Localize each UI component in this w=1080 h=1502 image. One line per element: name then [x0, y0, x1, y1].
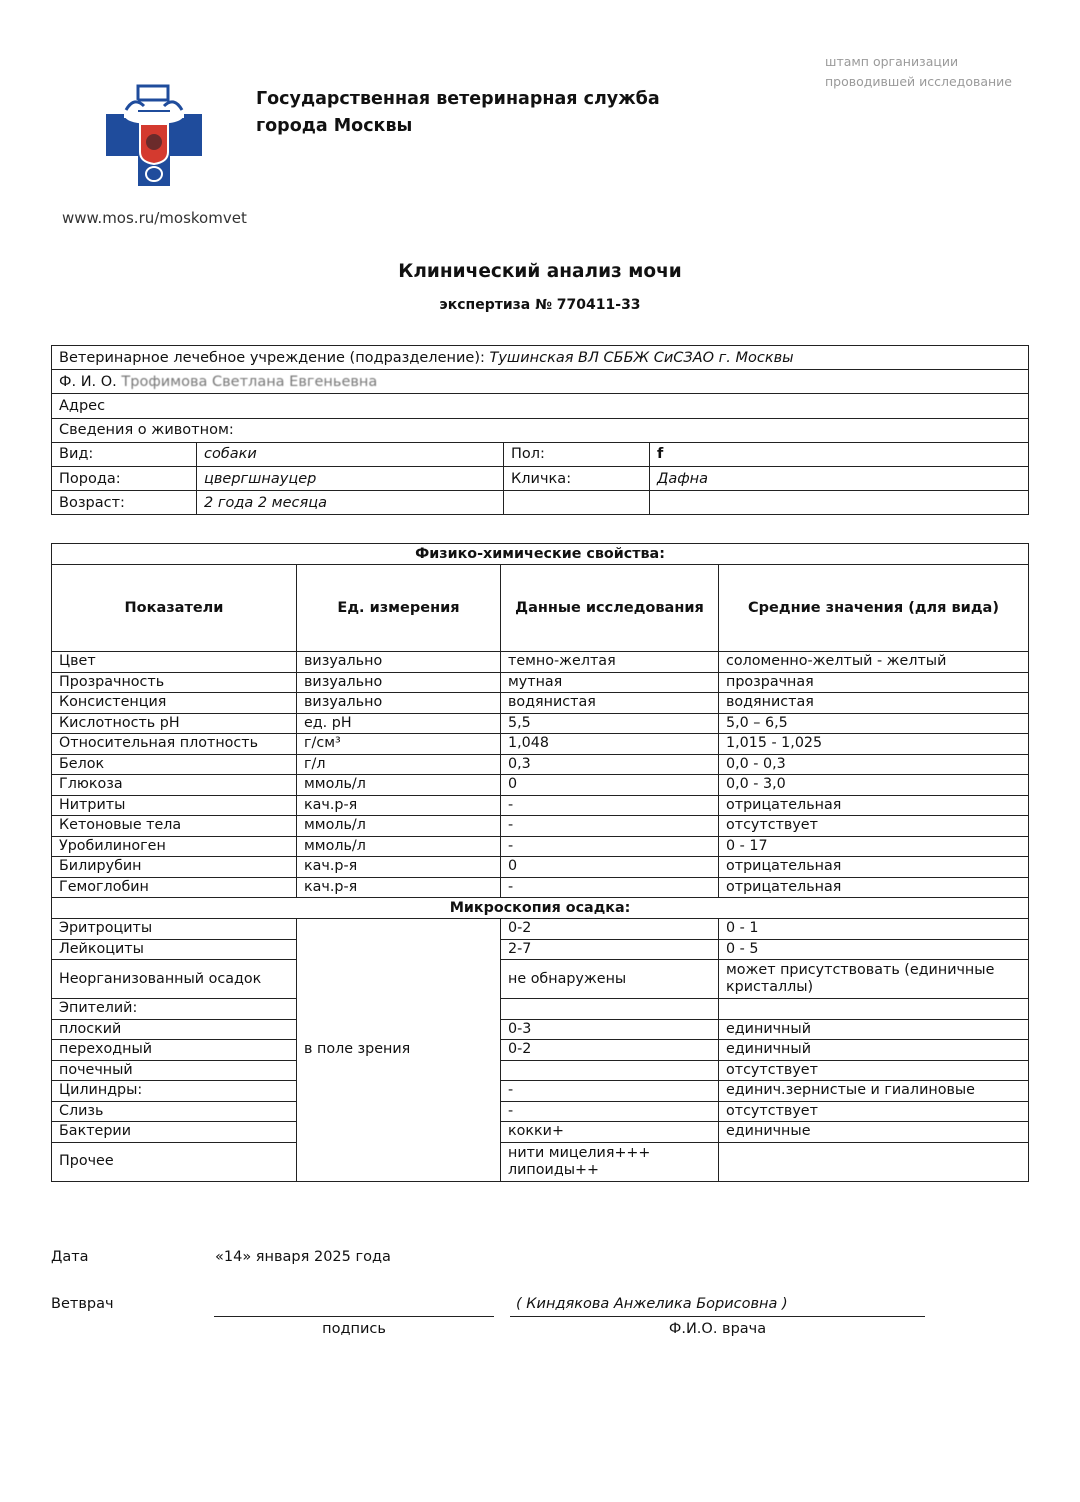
- cell-result: [501, 1142, 719, 1181]
- cell-indicator: Билирубин: [52, 857, 297, 878]
- column-header: Средние значения (для вида): [719, 565, 1029, 652]
- cell-indicator: Слизь: [52, 1101, 297, 1122]
- cell-indicator: Эпителий:: [52, 999, 297, 1020]
- cell-reference: единичный: [719, 1019, 1029, 1040]
- patient-info-table: [51, 345, 1029, 515]
- cell-result: темно-желтая: [501, 652, 719, 673]
- cell-result: водянистая: [501, 693, 719, 714]
- cell-indicator: Относительная плотность: [52, 734, 297, 755]
- cell-reference: единичный: [719, 1040, 1029, 1061]
- cell-indicator: Консистенция: [52, 693, 297, 714]
- cell-reference: отсутствует: [719, 816, 1029, 837]
- cell-unit: визуально: [297, 693, 501, 714]
- physchem-row: [52, 693, 1029, 714]
- date-value: «14» января 2025 года: [215, 1249, 391, 1265]
- stamp-line-1: штамп организации: [825, 54, 959, 69]
- cell-result: [501, 1060, 719, 1081]
- cell-reference: отрицательная: [719, 857, 1029, 878]
- address-label: Адрес: [59, 397, 106, 414]
- physchem-row: [52, 816, 1029, 837]
- species-label: Вид:: [52, 442, 197, 466]
- date-label: Дата: [51, 1249, 89, 1265]
- cell-result: -: [501, 836, 719, 857]
- org-line-1: Государственная ветеринарная служба: [256, 89, 660, 109]
- signature-caption: подпись: [322, 1321, 386, 1337]
- cell-indicator: Глюкоза: [52, 775, 297, 796]
- physchem-row: [52, 775, 1029, 796]
- microscopy-row: [52, 1101, 1029, 1122]
- signature-line: [214, 1316, 494, 1317]
- microscopy-row: [52, 960, 1029, 999]
- expertise-number: экспертиза № 770411-33: [439, 297, 641, 313]
- owner-row: [52, 370, 1029, 394]
- urinalysis-results-table: [51, 543, 1029, 1182]
- cell-reference: прозрачная: [719, 672, 1029, 693]
- column-header: Данные исследования: [501, 565, 719, 652]
- cell-reference: 0,0 - 0,3: [719, 754, 1029, 775]
- cell-indicator: переходный: [52, 1040, 297, 1061]
- cell-reference: 0 - 17: [719, 836, 1029, 857]
- cell-reference: 5,0 – 6,5: [719, 713, 1029, 734]
- cell-unit: кач.р-я: [297, 877, 501, 898]
- cell-reference: соломенно-желтый - желтый: [719, 652, 1029, 673]
- moscow-vet-emblem-icon: [104, 84, 204, 188]
- cell-indicator: Уробилиноген: [52, 836, 297, 857]
- cell-result: 0-3: [501, 1019, 719, 1040]
- cell-result: 0,3: [501, 754, 719, 775]
- cell-indicator: Кислотность pH: [52, 713, 297, 734]
- cell-result: [501, 999, 719, 1020]
- stamp-line-2: проводившей исследование: [825, 74, 1012, 89]
- physchem-row: [52, 754, 1029, 775]
- cell-reference: единичные: [719, 1122, 1029, 1143]
- physchem-row: [52, 857, 1029, 878]
- cell-result: 0: [501, 857, 719, 878]
- microscopy-row: [52, 1122, 1029, 1143]
- cell-reference: единич.зернистые и гиалиновые: [719, 1081, 1029, 1102]
- cell-indicator: Цвет: [52, 652, 297, 673]
- cell-reference: отрицательная: [719, 795, 1029, 816]
- physchem-row: [52, 672, 1029, 693]
- cell-indicator: плоский: [52, 1019, 297, 1040]
- microscopy-row: [52, 939, 1029, 960]
- cell-result: 5,5: [501, 713, 719, 734]
- cell-result: -: [501, 795, 719, 816]
- cell-reference: [719, 1142, 1029, 1181]
- cell-result: 0-2: [501, 919, 719, 940]
- cell-unit: г/л: [297, 754, 501, 775]
- cell-reference: отрицательная: [719, 877, 1029, 898]
- cell-indicator: Цилиндры:: [52, 1081, 297, 1102]
- cell-indicator: Прозрачность: [52, 672, 297, 693]
- cell-reference: водянистая: [719, 693, 1029, 714]
- organization-name: [256, 86, 660, 140]
- cell-indicator: Бактерии: [52, 1122, 297, 1143]
- column-header: Ед. измерения: [297, 565, 501, 652]
- doctor-name-caption: Ф.И.О. врача: [668, 1321, 767, 1337]
- cell-result: 1,048: [501, 734, 719, 755]
- stamp-placeholder: [825, 52, 1012, 92]
- microscopy-row: [52, 999, 1029, 1020]
- cell-reference: может присутствовать (единичные кристаллы): [719, 960, 1029, 999]
- physchem-section-row: [52, 544, 1029, 565]
- cell-unit: ммоль/л: [297, 816, 501, 837]
- physchem-row: [52, 734, 1029, 755]
- microscopy-row: [52, 1060, 1029, 1081]
- cell-reference: отсутствует: [719, 1060, 1029, 1081]
- breed-label: Порода:: [52, 466, 197, 490]
- cell-unit: г/см³: [297, 734, 501, 755]
- species-value: собаки: [197, 442, 504, 466]
- sex-label: Пол:: [504, 442, 650, 466]
- microscopy-row: [52, 1040, 1029, 1061]
- microscopy-row: [52, 1081, 1029, 1102]
- cell-indicator: Прочее: [52, 1142, 297, 1181]
- physchem-row: [52, 795, 1029, 816]
- cell-unit: кач.р-я: [297, 857, 501, 878]
- document-title: Клинический анализ мочи: [398, 261, 682, 282]
- cell-unit: ммоль/л: [297, 836, 501, 857]
- other-line-1: нити мицелия+++: [508, 1144, 651, 1161]
- cell-reference: 1,015 - 1,025: [719, 734, 1029, 755]
- cell-result: -: [501, 816, 719, 837]
- cell-unit: визуально: [297, 672, 501, 693]
- cell-indicator: почечный: [52, 1060, 297, 1081]
- cell-unit: кач.р-я: [297, 795, 501, 816]
- microscopy-row: [52, 1019, 1029, 1040]
- address-row: [52, 394, 1029, 418]
- other-line-2: липоиды++: [508, 1161, 599, 1178]
- microscopy-section-row: [52, 898, 1029, 919]
- cell-unit: в поле зрения: [297, 919, 501, 1182]
- clinic-label: Ветеринарное лечебное учреждение (подразделение):: [59, 349, 485, 366]
- cell-unit: ед. pH: [297, 713, 501, 734]
- cell-indicator: Белок: [52, 754, 297, 775]
- cell-result: -: [501, 1081, 719, 1102]
- cell-indicator: Кетоновые тела: [52, 816, 297, 837]
- cell-result: -: [501, 1101, 719, 1122]
- doctor-name-line: [510, 1316, 925, 1317]
- cell-reference: [719, 999, 1029, 1020]
- owner-value: Трофимова Светлана Евгеньевна: [121, 373, 378, 390]
- clinic-row: [52, 346, 1029, 370]
- physchem-row: [52, 652, 1029, 673]
- cell-result: 0: [501, 775, 719, 796]
- cell-result: кокки+: [501, 1122, 719, 1143]
- owner-label: Ф. И. О.: [59, 373, 117, 390]
- sex-value: f: [650, 442, 1029, 466]
- table-header-row: [52, 565, 1029, 652]
- physchem-row: [52, 836, 1029, 857]
- microscopy-section-title: Микроскопия осадка:: [52, 898, 1029, 919]
- org-line-2: города Москвы: [256, 116, 413, 136]
- microscopy-row: [52, 1142, 1029, 1181]
- cell-result: 2-7: [501, 939, 719, 960]
- column-header: Показатели: [52, 565, 297, 652]
- clinic-value: Тушинская ВЛ СББЖ СиСЗАО г. Москвы: [489, 349, 794, 366]
- physchem-row: [52, 713, 1029, 734]
- pet-name-value: Дафна: [650, 466, 1029, 490]
- species-row: [52, 442, 1029, 466]
- cell-result: мутная: [501, 672, 719, 693]
- cell-unit: ммоль/л: [297, 775, 501, 796]
- cell-indicator: Лейкоциты: [52, 939, 297, 960]
- cell-reference: 0,0 - 3,0: [719, 775, 1029, 796]
- cell-result: -: [501, 877, 719, 898]
- breed-value: цвергшнауцер: [197, 466, 504, 490]
- microscopy-row: [52, 919, 1029, 940]
- cell-unit: визуально: [297, 652, 501, 673]
- pet-name-label: Кличка:: [504, 466, 650, 490]
- age-value: 2 года 2 месяца: [197, 491, 504, 515]
- animal-section-row: [52, 418, 1029, 442]
- cell-result: не обнаружены: [501, 960, 719, 999]
- doctor-name: ( Киндякова Анжелика Борисовна ): [516, 1296, 788, 1312]
- animal-section-label: Сведения о животном:: [52, 418, 1029, 442]
- age-row: [52, 491, 1029, 515]
- age-label: Возраст:: [52, 491, 197, 515]
- doctor-label: Ветврач: [51, 1296, 114, 1312]
- cell-reference: отсутствует: [719, 1101, 1029, 1122]
- cell-indicator: Гемоглобин: [52, 877, 297, 898]
- physchem-section-title: Физико-химические свойства:: [52, 544, 1029, 565]
- physchem-row: [52, 877, 1029, 898]
- breed-row: [52, 466, 1029, 490]
- website-link[interactable]: www.mos.ru/moskomvet: [62, 209, 247, 227]
- cell-indicator: Неорганизованный осадок: [52, 960, 297, 999]
- cell-indicator: Нитриты: [52, 795, 297, 816]
- cell-reference: 0 - 5: [719, 939, 1029, 960]
- cell-indicator: Эритроциты: [52, 919, 297, 940]
- cell-reference: 0 - 1: [719, 919, 1029, 940]
- cell-result: 0-2: [501, 1040, 719, 1061]
